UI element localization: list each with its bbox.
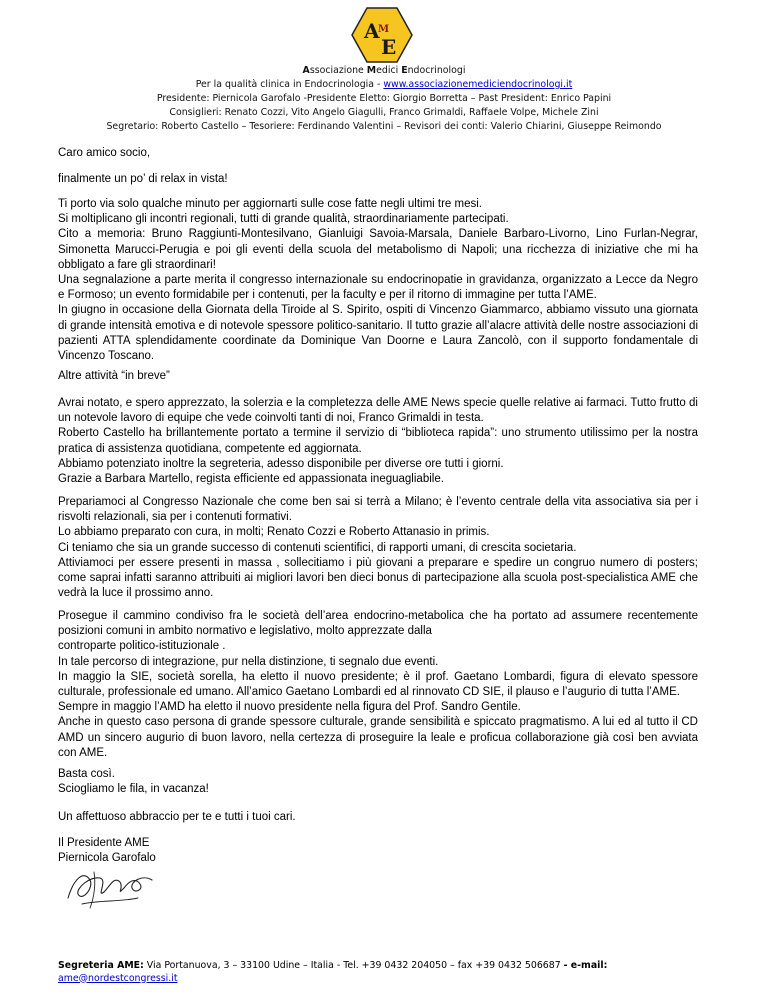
paragraph-activities: Avrai notato, e spero apprezzato, la solerzia e la completezza delle AME News specie quelle relative ai farmaci. Tutto frutto di un notevole lavoro di equipe che vede coinvolti tanti di noi, Franco Grimaldi in testa. Roberto Castello ha brillantemente portato a termine il servizio di “biblioteca rapida”: uno strumento utilissimo per la nostra pratica di assistenza quotidiana, competente ed aggiornata. Abbiamo potenziato inoltre la segreteria, adesso disponibile per diverse ore tutti i giorni. Grazie a Barbara Martello, regista efficiente ed appassionata ineguagliabile. (58, 397, 698, 486)
signature-name: Piernicola Garofalo (58, 852, 156, 864)
paragraph-heading-activities: Altre attività “in breve” (58, 370, 170, 382)
signature-title: Il Presidente AME (58, 837, 150, 849)
paragraph-closing: Basta così. Sciogliamo le fila, in vacanza! (58, 768, 209, 796)
ame-logo (351, 6, 413, 64)
paragraph-relax: finalmente un po’ di relax in vista! (58, 173, 228, 185)
board-line-councillors: Consiglieri: Renato Cozzi, Vito Angelo Giagulli, Franco Grimaldi, Raffaele Volpe, Michele Zini (169, 107, 599, 118)
paragraph-hug: Un affettuoso abbraccio per te e tutti i tuoi cari. (58, 811, 296, 823)
footer-address: Segreteria AME: Via Portanuova, 3 – 33100 Udine – Italia - Tel. +39 0432 204050 – fax +39 0432 506687 - e-mail: ame@nordestcongressi.it (58, 960, 608, 984)
org-name: Associazione Medici Endocrinologi (302, 65, 466, 76)
logo-letter-a: A (364, 19, 380, 43)
tagline-line: Per la qualità clinica in Endocrinologia - www.associazionemediciendocrinologi.it (195, 79, 573, 90)
logo-letter-m: M (378, 24, 390, 35)
board-line-presidents: Presidente: Piernicola Garofalo -Presidente Eletto: Giorgio Borretta – Past President: Enrico Papini (156, 93, 612, 104)
handwritten-signature (60, 858, 160, 914)
greeting: Caro amico socio, (58, 147, 151, 159)
paragraph-societies: Prosegue il cammino condiviso fra le società dell’area endocrino-metabolica che ha portato ad assumere recentemente posizioni comuni in ambito normativo e legislativo, molto apprezzate dalla controparte politico-istituzionale . In tale percorso di integrazione, pur nella distinzione, ti segnalo due eventi. In maggio la SIE, società sorella, ha eletto il nuovo presidente; è il prof. Gaetano Lombardi, figura di elevato spessore culturale, professionale ed umano. All’amico Gaetano Lombardi ed al rinnovato CD SIE, il plauso e l’augurio di tutta l’AME. Sempre in maggio l’AMD ha eletto il nuovo presidente nella figura del Prof. Sandro Gentile. Anche in questo caso persona di grande spessore culturale, grande sensibilità e spiccato pragmatismo. A lui ed al tutto il CD AMD un sincero augurio di buon lavoro, nella certezza di proseguire la leale e proficua collaborazione già così ben avviata con AME. (58, 610, 698, 759)
logo-letter-e: E (381, 35, 397, 59)
board-line-officers: Segretario: Roberto Castello – Tesoriere: Ferdinando Valentini – Revisori dei conti: Valerio Chiarini, Giuseppe Reimondo (106, 121, 662, 132)
paragraph-recap: Ti porto via solo qualche minuto per aggiornarti sulle cose fatte negli ultimi tre mesi. Si moltiplicano gli incontri regionali, tutti di grande qualità, straordinariamente partecipati. Cito a memoria: Bruno Raggiunti-Montesilvano, Gianluigi Savoia-Marsala, Daniele Barbaro-Livorno, Lino Furlan-Negrar, Simonetta Marucci-Perugia e poi gli eventi della scuola del metabolismo di Napoli; una ricchezza di iniziative che mi ha obbligato a fare gli straordinari! Una segnalazione a parte merita il congresso internazionale su endocrinopatie in gravidanza, organizzato a Lecce da Negro e Formoso; un evento formidabile per i contenuti, per la faculty e per il ritorno di immagine per tutta l’AME. In giugno in occasione della Giornata della Tiroide al S. Spirito, ospiti di Vincenzo Giammarco, abbiamo vissuto una giornata di grande intensità emotiva e di notevole spessore politico-sanitario. Il tutto grazie all’alacre attività delle nostre associazioni di pazienti ATTA splendidamente coordinate da Dominique Van Doorne e Laura Zancolò, con il supporto fondamentale di Vincenzo Toscano. (58, 198, 698, 363)
email-link[interactable]: ame@nordestcongressi.it (58, 972, 178, 984)
website-link[interactable]: www.associazionemediciendocrinologi.it (383, 79, 573, 90)
paragraph-congress: Prepariamoci al Congresso Nazionale che come ben sai si terrà a Milano; è l’evento centrale della vita associativa sia per i risvolti relazionali, sia per i contenuti formativi. Lo abbiamo preparato con cura, in molti; Renato Cozzi e Roberto Attanasio in primis. Ci teniamo che sia un grande successo di contenuti scientifici, di rapporti umani, di crescita societaria. Attiviamoci per essere presenti in massa , sollecitiamo i più giovani a preparare e spedire un congruo numero di posters; come saprai infatti saranno attribuiti ai migliori lavori ben dieci bonus di partecipazione alla scuola post-specialistica AME che vedrà la luce il prossimo anno. (58, 496, 698, 600)
